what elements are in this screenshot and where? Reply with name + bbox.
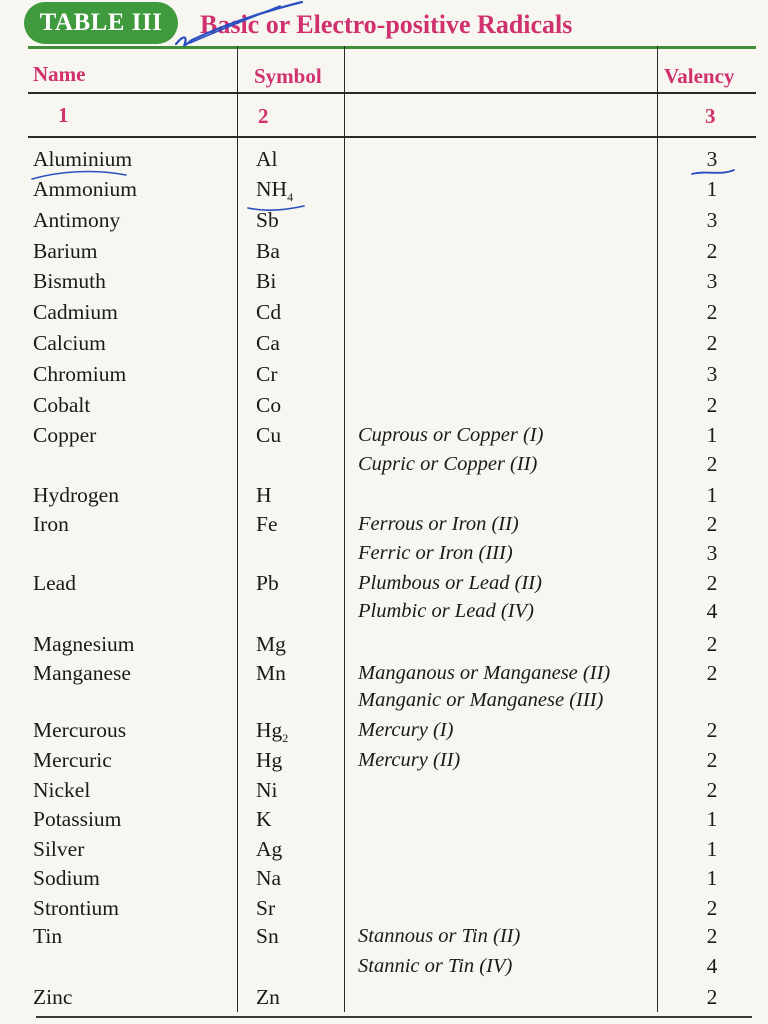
- radical-name: Potassium: [33, 807, 122, 831]
- radical-valency: 2: [706, 331, 718, 355]
- table-row: [0, 952, 768, 981]
- table-row: [0, 206, 768, 235]
- symbol-text: Sb: [256, 208, 279, 232]
- radical-name: Silver: [33, 837, 85, 861]
- symbol-text: Ca: [256, 331, 280, 355]
- radical-valency: 2: [706, 393, 718, 417]
- table-row: [0, 746, 768, 775]
- table-row: [0, 510, 768, 539]
- radical-name: Cadmium: [33, 300, 118, 324]
- radical-note: Plumbic or Lead (IV): [358, 600, 534, 622]
- radical-name: Lead: [33, 571, 76, 595]
- radical-valency: 1: [706, 807, 718, 831]
- radical-valency: 2: [706, 661, 718, 685]
- table-row: [0, 716, 768, 745]
- table-row: [0, 922, 768, 951]
- table-row: [0, 360, 768, 389]
- column-number: 3: [705, 104, 716, 128]
- radical-note: Cuprous or Copper (I): [358, 424, 544, 446]
- radical-note: Stannous or Tin (II): [358, 925, 521, 947]
- radical-valency: 2: [706, 239, 718, 263]
- symbol-text: Cu: [256, 423, 282, 447]
- table-row: [0, 539, 768, 568]
- table-row: [0, 659, 768, 688]
- radical-valency: 2: [706, 632, 718, 656]
- radical-note: Plumbous or Lead (II): [358, 572, 542, 594]
- symbol-subscript: 2: [282, 731, 289, 745]
- table-row: [0, 569, 768, 598]
- radical-valency: 4: [706, 954, 718, 978]
- radical-name: Ammonium: [33, 177, 137, 201]
- radical-name: Hydrogen: [33, 483, 119, 507]
- radical-valency: 3: [706, 147, 718, 171]
- radical-name: Copper: [33, 423, 97, 447]
- symbol-text: Sn: [256, 924, 279, 948]
- table-title: Basic or Electro-positive Radicals: [200, 10, 573, 39]
- symbol-text: Ag: [256, 837, 283, 861]
- table-row: [0, 421, 768, 450]
- radical-name: Antimony: [33, 208, 121, 232]
- radical-valency: 1: [706, 177, 718, 201]
- radical-name: Aluminium: [33, 147, 133, 171]
- symbol-text: Na: [256, 866, 282, 890]
- radical-note: Manganous or Manganese (II): [358, 662, 611, 684]
- radical-note: Cupric or Copper (II): [358, 453, 538, 475]
- symbol-text: NH: [256, 177, 288, 201]
- column-number: 1: [58, 103, 69, 127]
- table-row: [0, 237, 768, 266]
- radical-valency: 3: [706, 208, 718, 232]
- radical-valency: 2: [706, 300, 718, 324]
- radical-name: Calcium: [33, 331, 106, 355]
- symbol-text: Hg: [256, 748, 283, 772]
- symbol-subscript: 4: [287, 190, 294, 204]
- table-row: [0, 805, 768, 834]
- symbol-text: Mn: [256, 661, 286, 685]
- radical-valency: 2: [706, 718, 718, 742]
- table-row: [0, 894, 768, 923]
- table-row: [0, 391, 768, 420]
- symbol-text: Sr: [256, 896, 276, 920]
- symbol-text: Cr: [256, 362, 278, 386]
- table-row: [0, 267, 768, 296]
- table-row: [0, 145, 768, 174]
- table-row: [0, 175, 768, 204]
- table-row: [0, 630, 768, 659]
- radical-note: Ferric or Iron (III): [358, 542, 513, 564]
- radical-note: Ferrous or Iron (II): [358, 513, 519, 535]
- symbol-text: H: [256, 483, 272, 507]
- radical-name: Bismuth: [33, 269, 106, 293]
- symbol-text: Zn: [256, 985, 280, 1009]
- radical-name: Mercuric: [33, 748, 112, 772]
- radical-name: Nickel: [33, 778, 91, 802]
- table-row: [0, 835, 768, 864]
- symbol-text: Ni: [256, 778, 278, 802]
- table-row: [0, 298, 768, 327]
- symbol-text: Hg: [256, 718, 283, 742]
- table-row: [0, 450, 768, 479]
- radical-name: Zinc: [33, 985, 73, 1009]
- radical-name: Cobalt: [33, 393, 91, 417]
- table-badge: TABLE III: [24, 2, 178, 44]
- column-header-valency: Valency: [664, 64, 735, 88]
- radical-valency: 3: [706, 362, 718, 386]
- radical-valency: 2: [706, 778, 718, 802]
- radical-symbol: [256, 983, 280, 1020]
- symbol-text: Al: [256, 147, 278, 171]
- radical-name: Tin: [33, 924, 63, 948]
- table-row: [0, 329, 768, 358]
- radical-valency: 1: [706, 423, 718, 447]
- radical-valency: 4: [706, 599, 718, 623]
- column-header-symbol: Symbol: [254, 64, 322, 88]
- radical-note: Mercury (I): [358, 719, 454, 741]
- radical-note: Stannic or Tin (IV): [358, 955, 513, 977]
- column-header-name: Name: [33, 62, 86, 86]
- table-row: [0, 597, 768, 626]
- radical-valency: 2: [706, 452, 718, 476]
- table-row: [0, 776, 768, 805]
- radical-valency: 1: [706, 866, 718, 890]
- column-number: 2: [258, 104, 269, 128]
- symbol-text: K: [256, 807, 272, 831]
- radical-name: Strontium: [33, 896, 120, 920]
- table-row: [0, 864, 768, 893]
- radical-valency: 3: [706, 541, 718, 565]
- radical-name: Iron: [33, 512, 69, 536]
- symbol-text: Bi: [256, 269, 277, 293]
- radical-valency: 2: [706, 748, 718, 772]
- radical-valency: 2: [706, 512, 718, 536]
- symbol-text: Ba: [256, 239, 280, 263]
- radical-valency: 1: [706, 483, 718, 507]
- radical-name: Barium: [33, 239, 98, 263]
- radical-valency: 2: [706, 571, 718, 595]
- radical-valency: 2: [706, 985, 718, 1009]
- radical-note: Manganic or Manganese (III): [358, 689, 604, 711]
- symbol-text: Fe: [256, 512, 278, 536]
- radical-name: Sodium: [33, 866, 100, 890]
- symbol-text: Cd: [256, 300, 282, 324]
- radical-valency: 2: [706, 924, 718, 948]
- symbol-text: Co: [256, 393, 282, 417]
- radical-valency: 2: [706, 896, 718, 920]
- radical-name: Manganese: [33, 661, 131, 685]
- radical-name: Mercurous: [33, 718, 127, 742]
- radical-valency: 1: [706, 837, 718, 861]
- symbol-text: Mg: [256, 632, 286, 656]
- radical-valency: 3: [706, 269, 718, 293]
- table-row: [0, 983, 768, 1012]
- radical-name: Chromium: [33, 362, 127, 386]
- symbol-text: Pb: [256, 571, 279, 595]
- table-row: [0, 686, 768, 715]
- radical-name: Magnesium: [33, 632, 135, 656]
- radical-note: Mercury (II): [358, 749, 461, 771]
- table-row: [0, 481, 768, 510]
